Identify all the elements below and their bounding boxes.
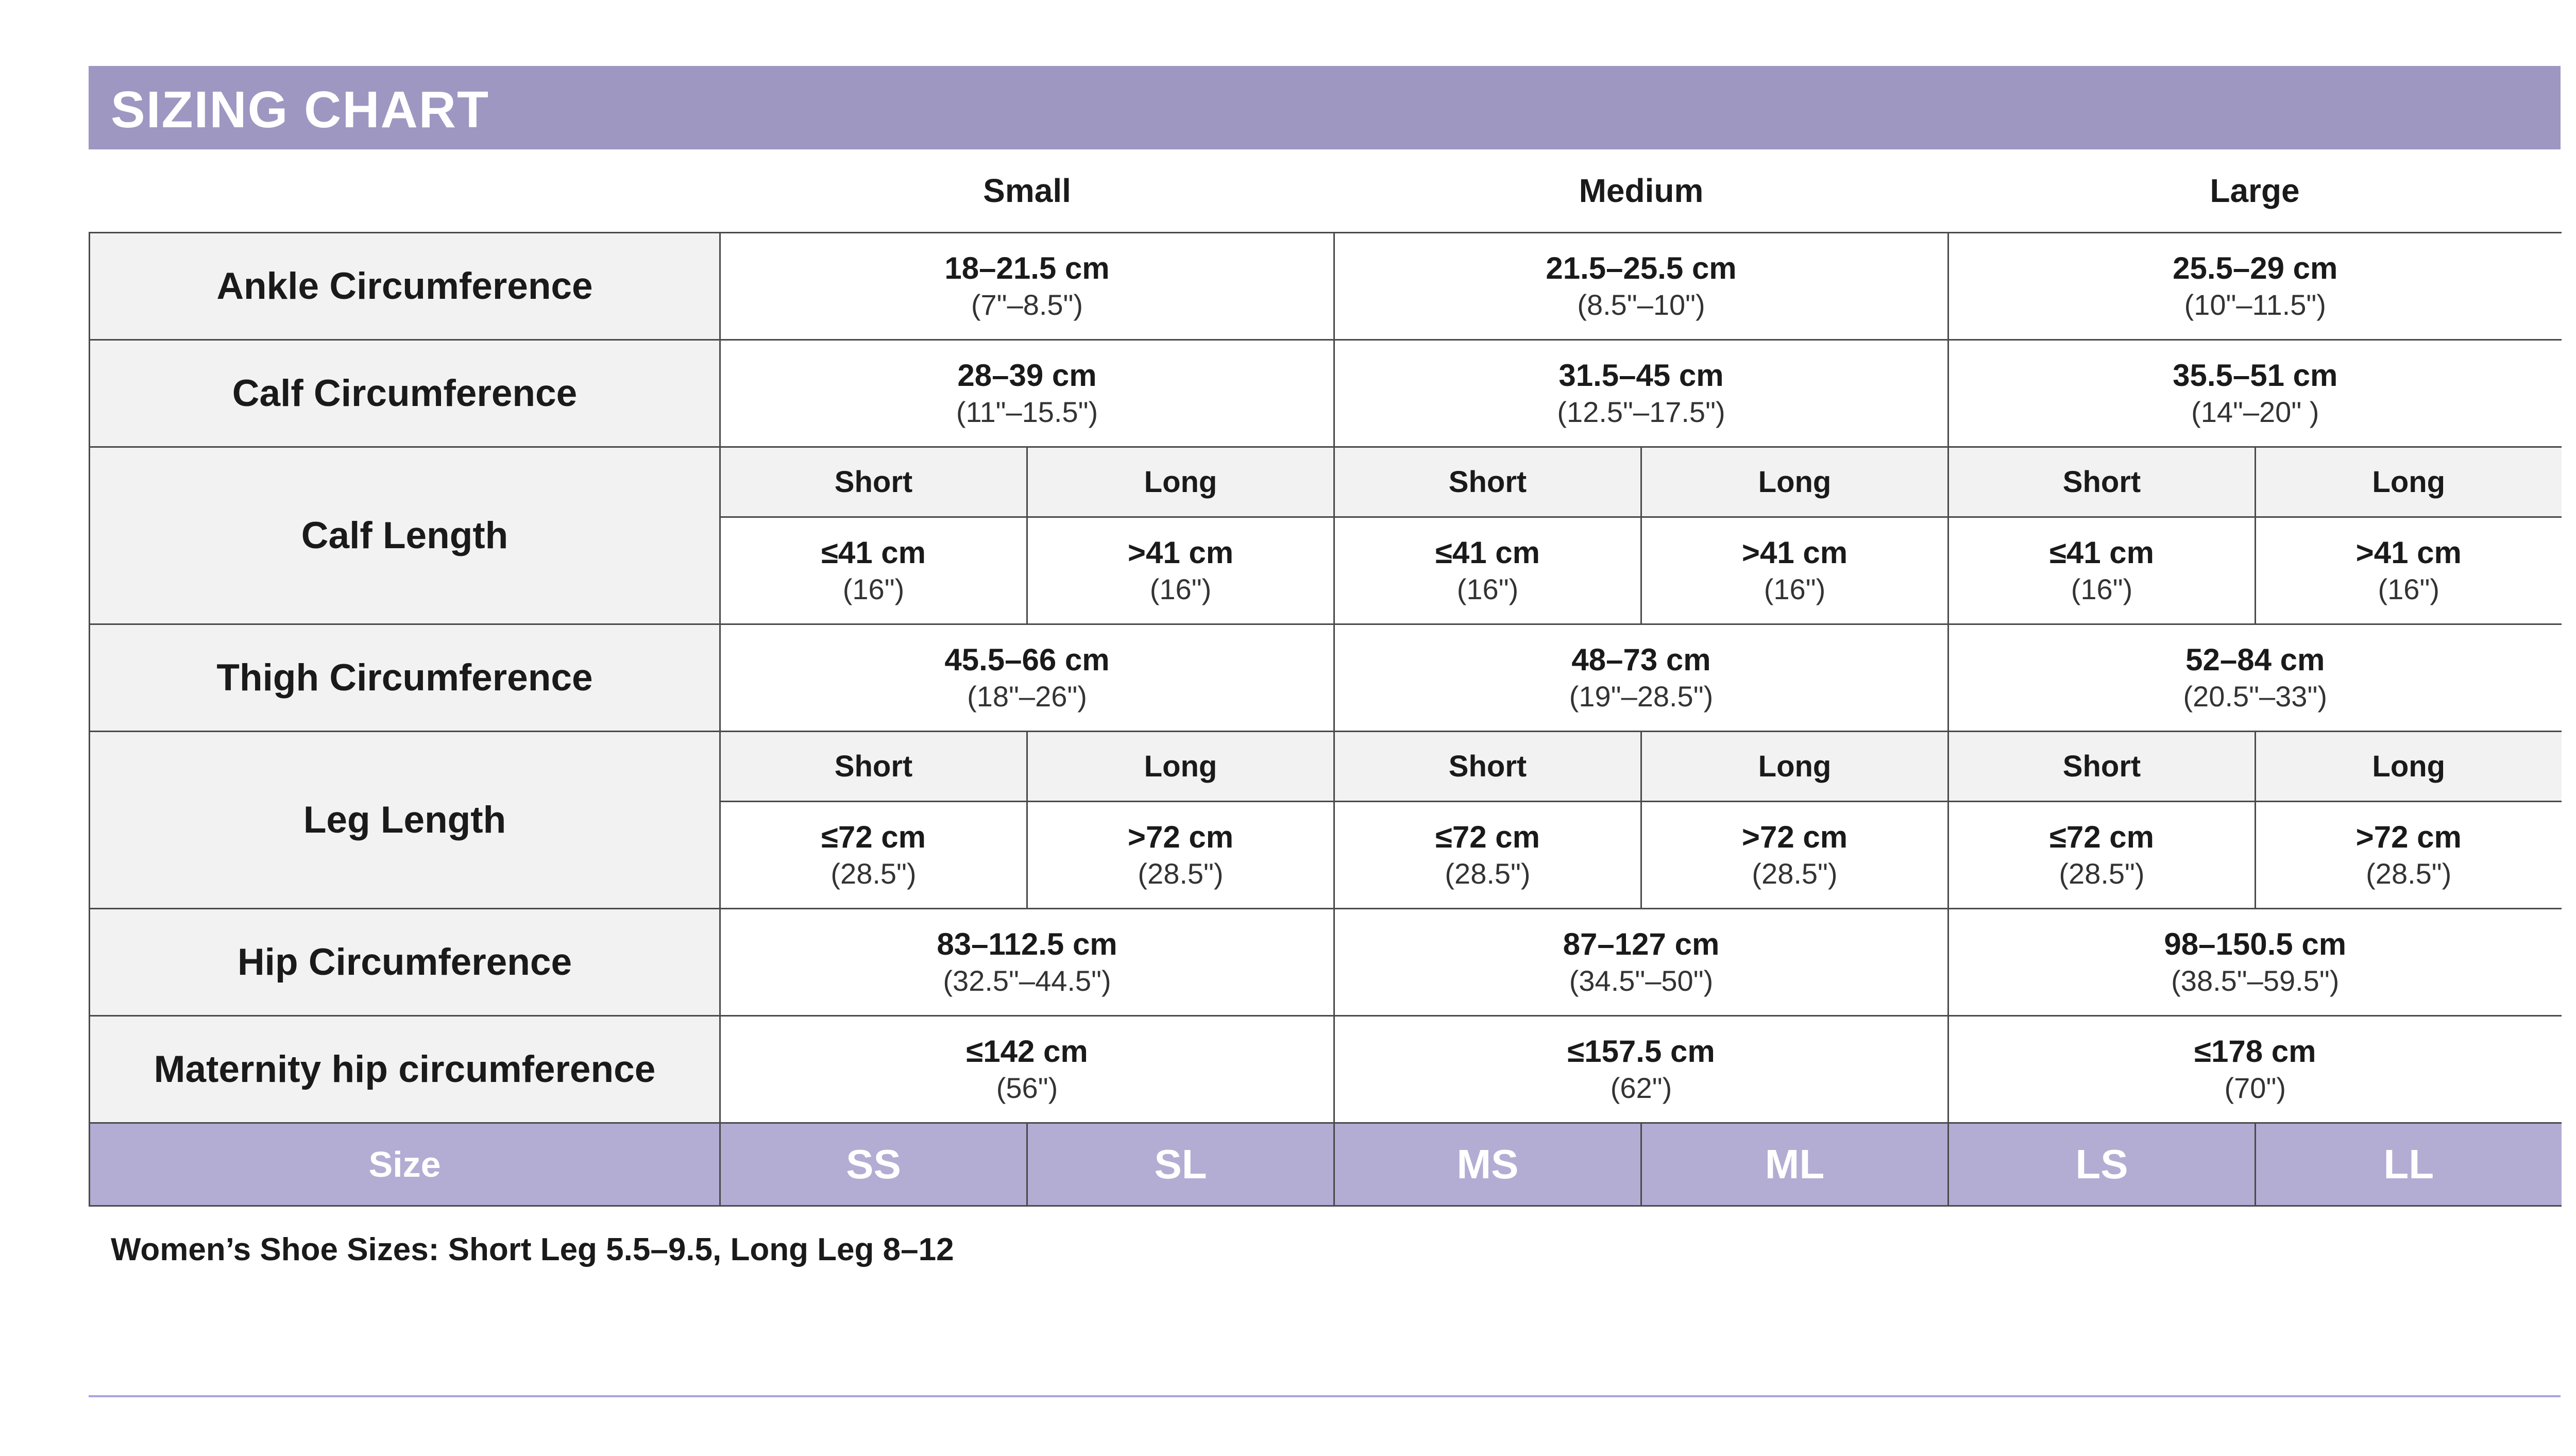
leg-length-in: (28.5") (1445, 857, 1531, 890)
leg-length-cm: ≤72 cm (1435, 819, 1540, 854)
hip-large-in: (38.5"–59.5") (2171, 964, 2340, 997)
leg-length-small-long (1027, 802, 1334, 909)
calf-large-cell (1948, 340, 2562, 447)
maternity-large-cm: ≤178 cm (2194, 1034, 2316, 1069)
calf-length-cm: ≤41 cm (821, 535, 926, 570)
calf-length-cm: >41 cm (2355, 535, 2462, 570)
calf-length-cm: ≤41 cm (2049, 535, 2155, 570)
leg-length-medium-long (1641, 802, 1948, 909)
thigh-medium-in: (19"–28.5") (1569, 680, 1714, 713)
calf-small-cell (720, 340, 1334, 447)
table-row (90, 340, 2562, 447)
leg-length-large-long-header: Long (2256, 732, 2562, 802)
ankle-small-in: (7"–8.5") (971, 288, 1083, 321)
ankle-medium-cm: 21.5–25.5 cm (1546, 250, 1737, 285)
maternity-medium-cm: ≤157.5 cm (1567, 1034, 1715, 1069)
table-row (90, 447, 2562, 517)
hip-small-cm: 83–112.5 cm (937, 926, 1117, 961)
row-label-thigh: Thigh Circumference (90, 624, 720, 732)
size-code-sl: SL (1027, 1123, 1334, 1206)
calf-length-in: (16") (842, 572, 905, 605)
leg-length-in: (28.5") (1752, 857, 1838, 890)
leg-length-small-long-header: Long (1027, 732, 1334, 802)
table-row (90, 909, 2562, 1016)
sizing-table (89, 149, 2562, 1207)
leg-length-in: (28.5") (2366, 857, 2452, 890)
table-row (90, 732, 2562, 802)
size-code-ms: MS (1334, 1123, 1641, 1206)
hip-medium-cell (1334, 909, 1948, 1016)
maternity-small-cm: ≤142 cm (966, 1034, 1088, 1069)
calf-medium-cell (1334, 340, 1948, 447)
leg-length-cm: >72 cm (2355, 819, 2462, 854)
calf-length-small-short-header: Short (720, 447, 1027, 517)
ankle-medium-in: (8.5"–10") (1577, 288, 1705, 321)
hip-medium-cm: 87–127 cm (1563, 926, 1720, 961)
ankle-large-cell (1948, 233, 2562, 340)
size-header-large: Large (1948, 149, 2562, 233)
leg-length-medium-long-header: Long (1641, 732, 1948, 802)
table-row (90, 624, 2562, 732)
thigh-large-cm: 52–84 cm (2185, 642, 2325, 677)
calf-length-medium-long-header: Long (1641, 447, 1948, 517)
leg-length-large-short-header: Short (1948, 732, 2256, 802)
title-banner (89, 66, 2561, 149)
size-code-ml: ML (1641, 1123, 1948, 1206)
calf-length-small-short (720, 517, 1027, 624)
calf-length-cm: >41 cm (1127, 535, 1234, 570)
thigh-medium-cell (1334, 624, 1948, 732)
leg-length-cm: >72 cm (1127, 819, 1234, 854)
size-code-ll: LL (2256, 1123, 2562, 1206)
thigh-medium-cm: 48–73 cm (1571, 642, 1711, 677)
row-label-maternity: Maternity hip circumference (90, 1016, 720, 1123)
leg-length-small-short (720, 802, 1027, 909)
calf-length-large-long-header: Long (2256, 447, 2562, 517)
maternity-small-in: (56") (996, 1071, 1058, 1104)
leg-length-in: (28.5") (831, 857, 917, 890)
calf-length-large-short-header: Short (1948, 447, 2256, 517)
ankle-small-cell (720, 233, 1334, 340)
calf-length-medium-short-header: Short (1334, 447, 1641, 517)
size-header-small: Small (720, 149, 1334, 233)
calf-length-small-long-header: Long (1027, 447, 1334, 517)
leg-length-cm: ≤72 cm (821, 819, 926, 854)
calf-length-medium-long (1641, 517, 1948, 624)
table-row (90, 233, 2562, 340)
row-label-calf: Calf Circumference (90, 340, 720, 447)
calf-small-in: (11"–15.5") (956, 395, 1098, 428)
maternity-small-cell (720, 1016, 1334, 1123)
calf-length-cm: >41 cm (1741, 535, 1848, 570)
hip-small-in: (32.5"–44.5") (943, 964, 1111, 997)
row-label-calf-length: Calf Length (90, 447, 720, 624)
table-row (90, 1016, 2562, 1123)
size-code-row (90, 1123, 2562, 1206)
hip-medium-in: (34.5"–50") (1569, 964, 1714, 997)
thigh-small-cell (720, 624, 1334, 732)
calf-length-cm: ≤41 cm (1435, 535, 1540, 570)
leg-length-in: (28.5") (1138, 857, 1224, 890)
calf-length-in: (16") (1149, 572, 1212, 605)
calf-length-in: (16") (2071, 572, 2133, 605)
size-header-row (90, 149, 2562, 233)
maternity-large-in: (70") (2224, 1071, 2286, 1104)
leg-length-large-short (1948, 802, 2256, 909)
calf-length-in: (16") (2378, 572, 2439, 605)
calf-length-in: (16") (1456, 572, 1519, 605)
hip-large-cell (1948, 909, 2562, 1016)
calf-length-large-short (1948, 517, 2256, 624)
ankle-small-cm: 18–21.5 cm (944, 250, 1110, 285)
calf-medium-cm: 31.5–45 cm (1558, 358, 1724, 393)
calf-length-in: (16") (1764, 572, 1826, 605)
row-label-ankle: Ankle Circumference (90, 233, 720, 340)
ankle-large-in: (10"–11.5") (2184, 288, 2326, 321)
leg-length-cm: >72 cm (1741, 819, 1848, 854)
size-code-ss: SS (720, 1123, 1027, 1206)
hip-large-cm: 98–150.5 cm (2164, 926, 2347, 961)
leg-length-medium-short-header: Short (1334, 732, 1641, 802)
leg-length-large-long (2256, 802, 2562, 909)
calf-length-large-long (2256, 517, 2562, 624)
page-title: SIZING CHART (111, 81, 490, 139)
leg-length-small-short-header: Short (720, 732, 1027, 802)
calf-large-in: (14"–20" ) (2191, 395, 2319, 428)
row-label-size: Size (90, 1123, 720, 1206)
size-code-ls: LS (1948, 1123, 2256, 1206)
size-header-medium: Medium (1334, 149, 1948, 233)
hip-small-cell (720, 909, 1334, 1016)
leg-length-medium-short (1334, 802, 1641, 909)
ankle-large-cm: 25.5–29 cm (2173, 250, 2338, 285)
maternity-large-cell (1948, 1016, 2562, 1123)
calf-small-cm: 28–39 cm (957, 358, 1097, 393)
row-label-leg-length: Leg Length (90, 732, 720, 909)
shoe-size-footnote: Women’s Shoe Sizes: Short Leg 5.5–9.5, Long Leg 8–12 (111, 1232, 954, 1267)
row-label-hip: Hip Circumference (90, 909, 720, 1016)
thigh-large-in: (20.5"–33") (2183, 680, 2327, 713)
calf-medium-in: (12.5"–17.5") (1557, 395, 1725, 428)
calf-large-cm: 35.5–51 cm (2173, 358, 2338, 393)
calf-length-medium-short (1334, 517, 1641, 624)
header-blank-cell (90, 149, 720, 233)
calf-length-small-long (1027, 517, 1334, 624)
ankle-medium-cell (1334, 233, 1948, 340)
maternity-medium-in: (62") (1610, 1071, 1672, 1104)
thigh-small-in: (18"–26") (967, 680, 1087, 713)
thigh-large-cell (1948, 624, 2562, 732)
leg-length-cm: ≤72 cm (2049, 819, 2155, 854)
thigh-small-cm: 45.5–66 cm (944, 642, 1110, 677)
leg-length-in: (28.5") (2059, 857, 2145, 890)
maternity-medium-cell (1334, 1016, 1948, 1123)
bottom-divider (89, 1395, 2561, 1397)
